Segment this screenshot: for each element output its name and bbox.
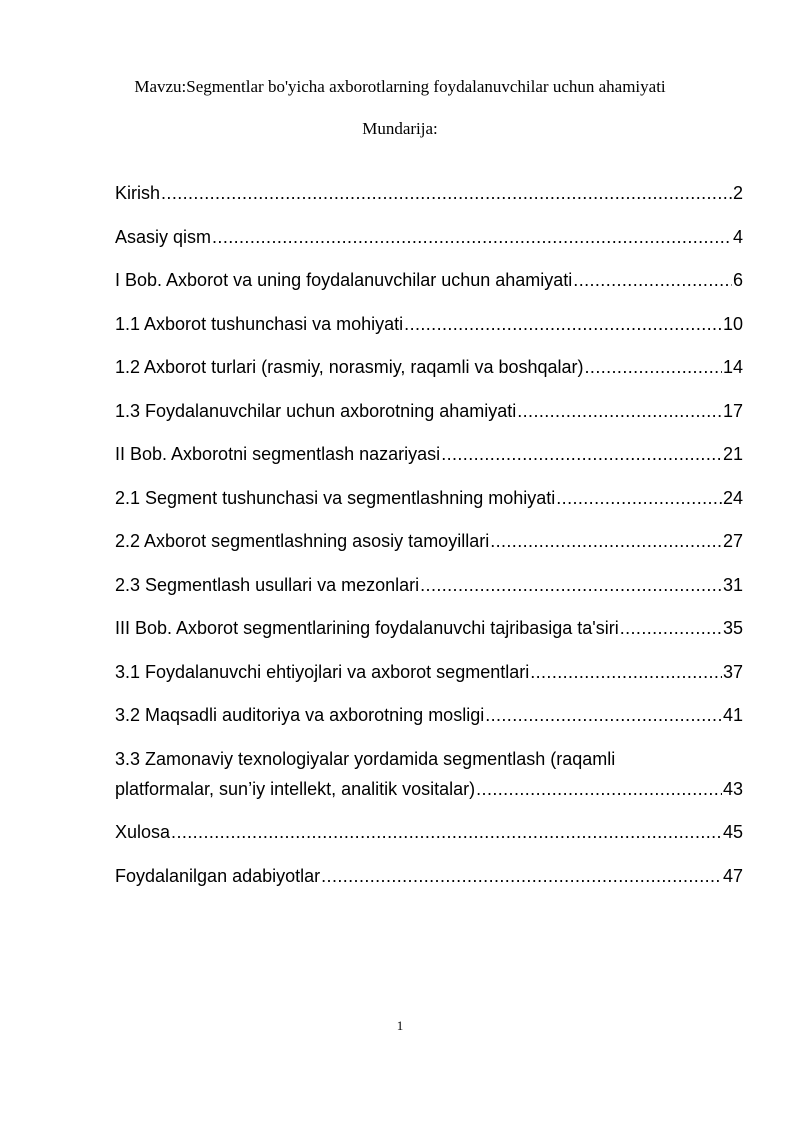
toc-entry-label: III Bob. Axborot segmentlarining foydalanuvchi tajribasiga ta'siri — [115, 618, 619, 638]
toc-leader-dots — [161, 178, 732, 208]
toc-entry-1-3[interactable] — [115, 396, 743, 426]
toc-leader-dots — [212, 222, 732, 252]
toc-entry-chapter-1[interactable] — [115, 265, 743, 295]
toc-leader-dots — [171, 817, 722, 847]
toc-page-number: 6 — [732, 270, 743, 290]
toc-leader-dots — [573, 265, 732, 295]
toc-entry-label: 1.1 Axborot tushunchasi va mohiyati — [115, 313, 404, 334]
toc-page-number: 37 — [722, 661, 743, 682]
table-of-contents — [115, 178, 743, 904]
toc-leader-dots — [485, 700, 722, 730]
toc-entry-label: 3.2 Maqsadli auditoriya va axborotning mosligi — [115, 705, 485, 725]
toc-entry-label: 2.2 Axborot segmentlashning asosiy tamoyillari — [115, 531, 490, 551]
toc-entry-asasiy-qism[interactable] — [115, 222, 743, 252]
toc-entry-xulosa[interactable] — [115, 817, 743, 847]
toc-entry-3-1[interactable] — [115, 657, 743, 687]
toc-entry-2-3[interactable] — [115, 570, 743, 600]
toc-entry-label: 1.2 Axborot turlari (rasmiy, norasmiy, raqamli va boshqalar) — [115, 357, 584, 377]
toc-entry-label-line2: platformalar, sun’iy intellekt, analitik vositalar) — [115, 778, 476, 799]
toc-entry-label-line1: 3.3 Zamonaviy texnologiyalar yordamida segmentlash (raqamli — [115, 748, 616, 769]
toc-page-number: 45 — [722, 822, 743, 842]
toc-entry-chapter-2[interactable] — [115, 439, 743, 469]
toc-page-number: 4 — [732, 226, 743, 247]
toc-entry-1-2[interactable] — [115, 352, 743, 382]
toc-page-number: 21 — [722, 444, 743, 464]
toc-page-number: 35 — [722, 618, 743, 638]
toc-leader-dots — [404, 309, 722, 339]
page-number: 1 — [396, 1018, 404, 1033]
toc-leader-dots — [441, 439, 722, 469]
toc-page-number: 31 — [722, 574, 743, 595]
toc-entry-kirish[interactable] — [115, 178, 743, 208]
toc-entry-label: 2.1 Segment tushunchasi va segmentlashning mohiyati — [115, 487, 556, 508]
toc-entry-3-3[interactable] — [115, 744, 743, 804]
toc-entry-label: 1.3 Foydalanuvchilar uchun axborotning ahamiyati — [115, 400, 517, 421]
toc-heading: Mundarija: — [362, 119, 438, 138]
toc-leader-dots — [490, 526, 722, 556]
toc-page-number: 47 — [722, 865, 743, 886]
toc-page-number: 17 — [722, 400, 743, 421]
toc-page-number: 2 — [732, 183, 743, 203]
toc-leader-dots — [556, 483, 722, 513]
toc-page-number: 10 — [722, 313, 743, 334]
toc-entry-2-2[interactable] — [115, 526, 743, 556]
toc-entry-label: Xulosa — [115, 822, 171, 842]
toc-leader-dots — [620, 613, 722, 643]
toc-leader-dots — [476, 774, 722, 804]
toc-page-number: 27 — [722, 531, 743, 551]
toc-leader-dots — [585, 352, 722, 382]
toc-leader-dots — [420, 570, 722, 600]
toc-entry-label: Foydalanilgan adabiyotlar — [115, 865, 321, 886]
toc-page-number: 41 — [722, 705, 743, 725]
toc-entry-3-2[interactable] — [115, 700, 743, 730]
toc-page-number: 24 — [722, 487, 743, 508]
toc-entry-adabiyotlar[interactable] — [115, 861, 743, 891]
toc-entry-label: I Bob. Axborot va uning foydalanuvchilar uchun ahamiyati — [115, 270, 573, 290]
toc-leader-dots — [321, 861, 722, 891]
toc-leader-dots — [530, 657, 722, 687]
toc-entry-label: Asasiy qism — [115, 226, 212, 247]
toc-entry-label: 3.1 Foydalanuvchi ehtiyojlari va axborot segmentlari — [115, 661, 530, 682]
document-title: Mavzu:Segmentlar bo'yicha axborotlarning foydalanuvchilar uchun ahamiyati — [134, 77, 666, 96]
toc-entry-label: II Bob. Axborotni segmentlash nazariyasi — [115, 444, 441, 464]
toc-page-number: 43 — [722, 778, 743, 799]
toc-entry-1-1[interactable] — [115, 309, 743, 339]
toc-leader-dots — [517, 396, 722, 426]
toc-entry-label: 2.3 Segmentlash usullari va mezonlari — [115, 574, 420, 595]
toc-page-number: 14 — [722, 357, 743, 377]
toc-entry-label: Kirish — [115, 183, 161, 203]
toc-entry-chapter-3[interactable] — [115, 613, 743, 643]
toc-entry-2-1[interactable] — [115, 483, 743, 513]
